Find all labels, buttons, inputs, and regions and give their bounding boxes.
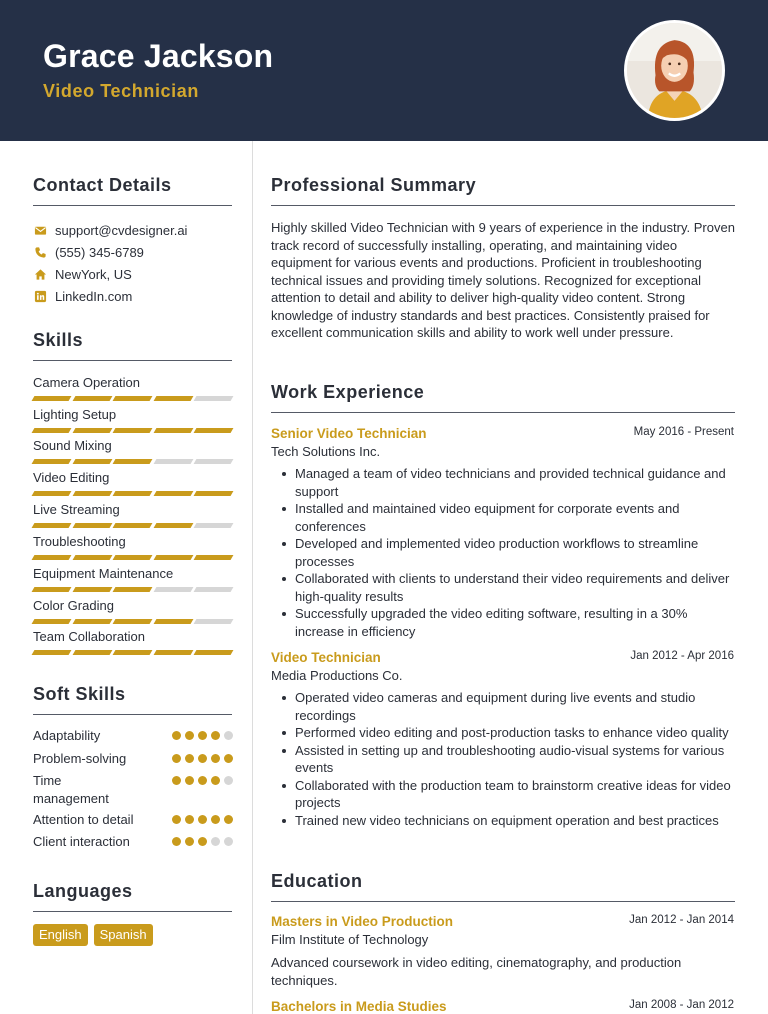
rating-dot xyxy=(185,837,194,846)
soft-skills-heading-rule xyxy=(33,714,232,715)
soft-skill-rating xyxy=(172,754,233,763)
column-divider xyxy=(252,141,253,1014)
skill-level-segment xyxy=(32,459,71,464)
skill-level-segment xyxy=(153,650,192,655)
skill-row xyxy=(33,534,232,560)
skill-row xyxy=(33,629,232,655)
summary-heading: Professional Summary xyxy=(271,175,477,195)
skill-level-segment xyxy=(113,491,152,496)
job-bullets xyxy=(295,689,735,829)
job-bullet: Developed and implemented video production workflows to streamline processes xyxy=(295,535,735,570)
soft-skill-name: Adaptability xyxy=(33,728,101,743)
experience-heading: Work Experience xyxy=(271,382,425,402)
job-role: Senior Video Technician xyxy=(271,426,427,441)
skill-level-segment xyxy=(153,587,192,592)
home-icon xyxy=(33,267,47,281)
envelope-icon xyxy=(33,223,47,237)
profile-photo-image xyxy=(627,23,722,118)
skill-level-bar xyxy=(33,555,232,560)
skill-row xyxy=(33,566,232,592)
skill-level-bar xyxy=(33,459,232,464)
job-role: Video Technician xyxy=(271,650,381,665)
rating-dot xyxy=(172,776,181,785)
skill-level-segment xyxy=(113,428,152,433)
soft-skill-name: Client interaction xyxy=(33,834,130,849)
skill-level-segment xyxy=(153,619,192,624)
skill-level-segment xyxy=(194,523,233,528)
contact-phone[interactable] xyxy=(33,243,144,261)
skill-name: Video Editing xyxy=(33,470,110,485)
skill-level-segment xyxy=(32,491,71,496)
skill-level-segment xyxy=(32,396,71,401)
skill-level-segment xyxy=(32,523,71,528)
skill-row xyxy=(33,375,232,401)
skill-level-segment xyxy=(32,428,71,433)
languages-heading-rule xyxy=(33,911,232,912)
skill-name: Color Grading xyxy=(33,598,114,613)
profile-photo xyxy=(624,20,725,121)
contact-heading-rule xyxy=(33,205,232,206)
soft-skill-name: Attention to detail xyxy=(33,812,134,827)
candidate-title: Video Technician xyxy=(43,81,199,101)
rating-dot xyxy=(185,731,194,740)
rating-dot xyxy=(211,754,220,763)
rating-dot xyxy=(172,754,181,763)
rating-dot xyxy=(172,815,181,824)
skill-name: Camera Operation xyxy=(33,375,140,390)
contact-heading: Contact Details xyxy=(33,175,172,195)
contact-email[interactable] xyxy=(33,221,187,239)
skill-name: Equipment Maintenance xyxy=(33,566,174,581)
skill-level-segment xyxy=(194,491,233,496)
rating-dot xyxy=(185,754,194,763)
soft-skill-rating xyxy=(172,776,233,785)
skill-name: Team Collaboration xyxy=(33,629,146,644)
soft-skill-rating xyxy=(172,815,233,824)
job-bullet: Performed video editing and post-production tasks to enhance video quality xyxy=(295,724,735,742)
rating-dot xyxy=(211,815,220,824)
skill-level-segment xyxy=(194,650,233,655)
soft-skills-heading: Soft Skills xyxy=(33,684,126,704)
skill-level-segment xyxy=(72,587,111,592)
soft-skill-row xyxy=(33,772,233,808)
job-bullet: Managed a team of video technicians and provided technical guidance and support xyxy=(295,465,735,500)
skill-level-segment xyxy=(153,396,192,401)
summary-text: Highly skilled Video Technician with 9 years of experience in the industry. Proven track record of successfully installing, operating, and maintaining video equipment for various events and productions. Proficient in troubleshooting technical issues and providing timely solutions. Recognized for exceptional attention to detail and ability to deliver high-quality video content. Strong knowledge of industry standards and best practices. Consistently praised for excellent communication skills and ability to work well under pressure. xyxy=(271,220,735,340)
skill-level-segment xyxy=(72,459,111,464)
rating-dot xyxy=(172,837,181,846)
skill-level-segment xyxy=(113,650,152,655)
skill-level-segment xyxy=(72,428,111,433)
skill-level-segment xyxy=(72,523,111,528)
skill-name: Live Streaming xyxy=(33,502,120,517)
skill-level-bar xyxy=(33,428,232,433)
experience-heading-rule xyxy=(271,412,735,413)
soft-skill-rating xyxy=(172,837,233,846)
skill-level-segment xyxy=(113,459,152,464)
soft-skill-row xyxy=(33,727,233,745)
education-heading-rule xyxy=(271,901,735,902)
job-bullets xyxy=(295,465,735,640)
job-date: May 2016 - Present xyxy=(633,426,734,438)
candidate-name: Grace Jackson xyxy=(43,38,274,74)
skill-level-segment xyxy=(153,428,192,433)
skill-row xyxy=(33,438,232,464)
education-degree: Bachelors in Media Studies xyxy=(271,999,447,1014)
skill-level-bar xyxy=(33,491,232,496)
soft-skill-row xyxy=(33,750,233,768)
rating-dot xyxy=(211,837,220,846)
skill-level-segment xyxy=(153,555,192,560)
skill-level-segment xyxy=(113,396,152,401)
skill-level-segment xyxy=(153,459,192,464)
job-bullet: Successfully upgraded the video editing software, resulting in a 30% increase in efficiency xyxy=(295,605,735,640)
language-badge: English xyxy=(33,924,88,946)
contact-email-text: support@cvdesigner.ai xyxy=(55,222,188,238)
skill-level-segment xyxy=(113,523,152,528)
skill-level-bar xyxy=(33,587,232,592)
skill-level-segment xyxy=(194,428,233,433)
soft-skill-rating xyxy=(172,731,233,740)
languages-heading: Languages xyxy=(33,881,133,901)
soft-skill-row xyxy=(33,811,233,829)
rating-dot xyxy=(198,731,207,740)
skill-level-segment xyxy=(32,587,71,592)
rating-dot xyxy=(211,776,220,785)
skill-level-segment xyxy=(32,619,71,624)
skills-heading: Skills xyxy=(33,330,84,350)
skill-level-segment xyxy=(72,555,111,560)
job-company: Media Productions Co. xyxy=(271,668,403,683)
job-date: Jan 2012 - Apr 2016 xyxy=(630,650,734,662)
education-date: Jan 2012 - Jan 2014 xyxy=(629,914,734,926)
summary-heading-rule xyxy=(271,205,735,206)
rating-dot xyxy=(198,776,207,785)
rating-dot xyxy=(172,731,181,740)
skill-row xyxy=(33,407,232,433)
contact-phone-text: (555) 345-6789 xyxy=(55,244,144,260)
job-bullet: Assisted in setting up and troubleshooting audio-visual systems for various events xyxy=(295,742,735,777)
rating-dot xyxy=(198,815,207,824)
soft-skill-row xyxy=(33,833,233,851)
skill-level-segment xyxy=(194,619,233,624)
contact-location xyxy=(33,265,132,283)
skill-level-segment xyxy=(194,459,233,464)
skill-level-bar xyxy=(33,650,232,655)
skill-level-segment xyxy=(72,650,111,655)
rating-dot xyxy=(211,731,220,740)
rating-dot xyxy=(185,776,194,785)
job-bullet: Collaborated with clients to understand their video requirements and deliver high-quality results xyxy=(295,570,735,605)
rating-dot xyxy=(224,776,233,785)
skill-name: Lighting Setup xyxy=(33,407,117,422)
skill-level-segment xyxy=(194,396,233,401)
skills-heading-rule xyxy=(33,360,232,361)
linkedin-icon xyxy=(33,289,47,303)
education-description: Advanced coursework in video editing, cinematography, and production techniques. xyxy=(271,955,682,988)
rating-dot xyxy=(224,731,233,740)
job-bullet: Trained new video technicians on equipment operation and best practices xyxy=(295,812,735,830)
rating-dot xyxy=(198,837,207,846)
education-school: Film Institute of Technology xyxy=(271,932,429,947)
rating-dot xyxy=(198,754,207,763)
skill-level-segment xyxy=(194,587,233,592)
job-bullet: Installed and maintained video equipment for corporate events and conferences xyxy=(295,500,735,535)
skill-level-segment xyxy=(113,587,152,592)
contact-linkedin[interactable] xyxy=(33,287,132,305)
skill-level-segment xyxy=(153,523,192,528)
soft-skill-name: Problem-solving xyxy=(33,751,127,766)
soft-skill-name: Time management xyxy=(33,773,109,806)
rating-dot xyxy=(185,815,194,824)
rating-dot xyxy=(224,815,233,824)
rating-dot xyxy=(224,837,233,846)
skill-name: Troubleshooting xyxy=(33,534,126,549)
skill-name: Sound Mixing xyxy=(33,438,112,453)
skill-level-segment xyxy=(32,555,71,560)
skill-level-segment xyxy=(72,491,111,496)
skill-level-bar xyxy=(33,619,232,624)
skill-level-segment xyxy=(32,650,71,655)
skill-level-bar xyxy=(33,523,232,528)
phone-icon xyxy=(33,245,47,259)
skill-level-segment xyxy=(113,555,152,560)
skill-row xyxy=(33,470,232,496)
job-bullet: Operated video cameras and equipment during live events and studio recordings xyxy=(295,689,735,724)
contact-location-text: NewYork, US xyxy=(55,266,132,282)
skill-level-bar xyxy=(33,396,232,401)
languages-list xyxy=(33,924,153,946)
skill-level-segment xyxy=(153,491,192,496)
education-date: Jan 2008 - Jan 2012 xyxy=(629,999,734,1011)
contact-linkedin-text: LinkedIn.com xyxy=(55,288,133,304)
job-company: Tech Solutions Inc. xyxy=(271,444,381,459)
skill-level-segment xyxy=(72,396,111,401)
skill-level-segment xyxy=(113,619,152,624)
education-degree: Masters in Video Production xyxy=(271,914,454,929)
skill-level-segment xyxy=(72,619,111,624)
job-bullet: Collaborated with the production team to brainstorm creative ideas for video projects xyxy=(295,777,735,812)
skill-level-segment xyxy=(194,555,233,560)
skill-row xyxy=(33,598,232,624)
skill-row xyxy=(33,502,232,528)
language-badge: Spanish xyxy=(94,924,153,946)
resume-header xyxy=(0,0,768,141)
rating-dot xyxy=(224,754,233,763)
education-heading: Education xyxy=(271,871,363,891)
